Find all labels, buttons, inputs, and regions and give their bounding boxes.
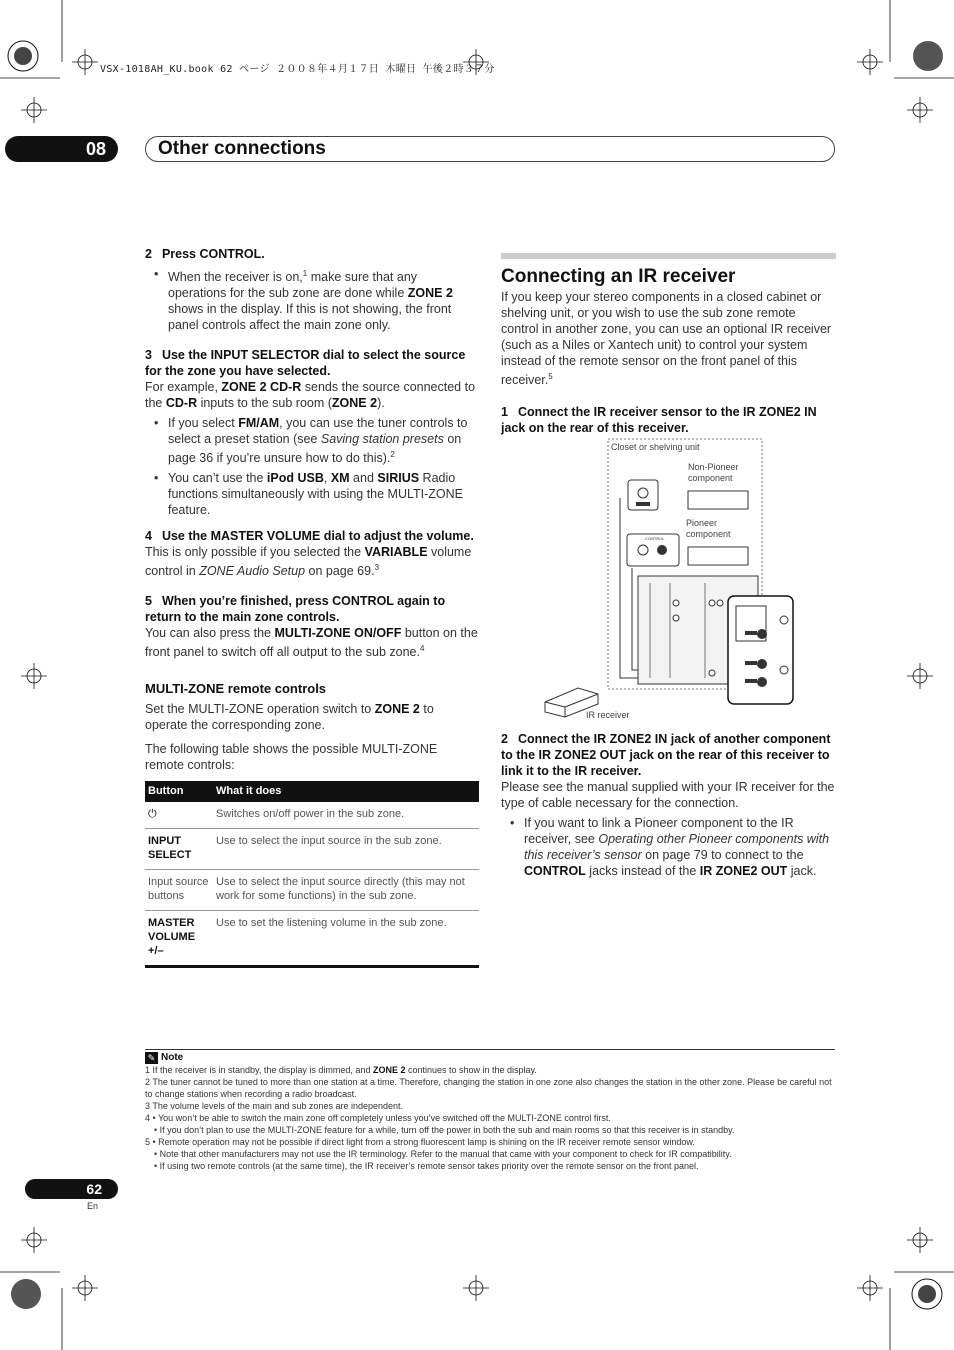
remote-paragraph-1: Set the MULTI-ZONE operation switch to ZONE 2 to operate the corresponding zone. (145, 701, 434, 732)
ir-step-1-heading: 1 Connect the IR receiver sensor to the IR ZONE2 IN jack on the rear of this receiver. (501, 405, 817, 436)
step-3-bullets (145, 415, 478, 518)
table-header-row (145, 781, 479, 802)
cabinet-label: Closet or shelving unit (611, 442, 700, 452)
jack-icon (780, 666, 788, 674)
pioneer-label: Pioneer component (686, 518, 731, 539)
note-pencil-icon: ✎ (145, 1052, 158, 1064)
jack-icon (780, 616, 788, 624)
section-heading: Connecting an IR receiver (501, 266, 736, 287)
column-header-what-it-does: What it does (213, 781, 479, 802)
table-row (145, 828, 479, 869)
list-item: • If you select FM/AM, you can use the tuner controls to select a preset station (see Saving station presets on page 36 if you’re unsure how to do this).$^2$ (168, 415, 478, 466)
non-pioneer-label: Non-Pioneer component (688, 462, 739, 483)
step-3-heading: 3 Use the INPUT SELECTOR dial to select the source for the zone you have selected. (145, 348, 466, 379)
jack-icon (717, 600, 723, 606)
ir-zone2-out-jack-icon (757, 659, 767, 669)
chapter-title: Other connections (158, 138, 326, 159)
table-cell: INPUT SELECT (145, 828, 213, 869)
control-out-jack-icon (657, 545, 667, 555)
footnote-4b: • If you don’t plan to use the MULTI-ZONE feature for a while, turn off the power in both the sub and main rooms so that this receiver is in standby. (154, 1125, 735, 1135)
remote-controls-table (145, 781, 479, 968)
table-cell: Use to select the input source directly (this may not work for some functions) in the sub zone. (213, 869, 479, 910)
table-row (145, 802, 479, 829)
column-header-button: Button (145, 781, 213, 802)
jack-label-bar (636, 502, 650, 506)
table-row (145, 869, 479, 910)
right-column (501, 253, 836, 436)
control-label: CONTROL (645, 536, 665, 541)
footnotes (145, 1049, 835, 1172)
table-cell: Input source buttons (145, 869, 213, 910)
non-pioneer-component (688, 491, 748, 509)
jack-label-bar (745, 661, 757, 665)
ir-zone2-in-jack-icon (757, 629, 767, 639)
jack-icon (709, 600, 715, 606)
footnote-3: 3 The volume levels of the main and sub zones are independent. (145, 1101, 404, 1111)
table-cell: MASTER VOLUME +/– (145, 910, 213, 966)
chapter-number-badge: 08 (5, 136, 118, 162)
ir-step-2-body: Please see the manual supplied with your IR receiver for the type of cable necessary for the connection. (501, 780, 835, 810)
footnote-5a: 5 • Remote operation may not be possible if direct light from a strong fluorescent lamp is shining on the IR receiver remote sensor window. (145, 1137, 695, 1147)
list-item: • You can’t use the iPod USB, XM and SIRIUS Radio functions simultaneously with using the MULTI-ZONE feature. (168, 470, 478, 518)
step-5-body: You can also press the MULTI-ZONE ON/OFF button on the front panel to switch off all output to the sub zone.$^4$ (145, 626, 478, 660)
ir-receiver-label: IR receiver (586, 710, 630, 720)
pioneer-component (688, 547, 748, 565)
ir-jack-icon (638, 488, 648, 498)
table-cell: Switches on/off power in the sub zone. (213, 802, 479, 829)
jack-label-bar (745, 679, 757, 683)
jack-icon (757, 677, 767, 687)
section-rule (501, 253, 836, 259)
jack-icon (709, 670, 715, 676)
remote-paragraph-2: The following table shows the possible MULTI-ZONE remote controls: (145, 741, 438, 772)
list-item: • When the receiver is on,$^1$ make sure that any operations for the sub zone are done while ZONE 2 shows in the display. If this is not showing, the front panel controls affect the main zone only. (168, 266, 478, 333)
list-item: • If you want to link a Pioneer component to the IR receiver, see Operating other Pioneer components with this receiver’s sensor on page 79 to connect to the CONTROL jacks instead of the IR ZONE2 OUT jack. (524, 815, 836, 879)
intro-paragraph: If you keep your stereo components in a closed cabinet or shelving unit, or you wish to use the sub zone remote control in another zone, you can use an optional IR receiver (such as a Niles or Xantech unit) to control your system instead of the remote sensor on the front panel of this receiver.$^5$ (501, 290, 832, 388)
pioneer-label-box (686, 518, 758, 544)
ir-step-2-heading: 2 Connect the IR ZONE2 IN jack of another component to the IR ZONE2 OUT jack on the rear of this receiver to link it to the IR receiver. (501, 732, 831, 778)
control-in-jack-icon (638, 545, 648, 555)
ir-step-2-bullets (501, 815, 836, 879)
step-4-body: This is only possible if you selected the VARIABLE volume control in ZONE Audio Setup on page 69.$^3$ (145, 545, 472, 579)
left-column (145, 246, 478, 968)
jack-label-bar (745, 631, 757, 635)
page-number: 62 (25, 1179, 118, 1199)
footnote-5c: • If using two remote controls (at the same time), the IR receiver’s remote sensor takes priority over the remote sensor on the front panel. (154, 1161, 699, 1171)
power-icon: ⏻ (145, 802, 213, 829)
ir-connection-diagram (540, 438, 800, 720)
jack-icon (673, 600, 679, 606)
footnote-1: 1 If the receiver is in standby, the display is dimmed, and ZONE 2 continues to show in the display. (145, 1065, 537, 1075)
table-row (145, 910, 479, 966)
right-column-lower (501, 731, 836, 883)
table-cell: Use to set the listening volume in the sub zone. (213, 910, 479, 966)
table-cell: Use to select the input source in the sub zone. (213, 828, 479, 869)
language-code: En (87, 1201, 99, 1211)
step-5-heading: 5 When you’re finished, press CONTROL again to return to the main zone controls. (145, 594, 446, 625)
footnote-5b: • Note that other manufacturers may not use the IR terminology. Refer to the manual that came with your component to check for IR compatibility. (154, 1149, 732, 1159)
multi-zone-remote-heading: MULTI-ZONE remote controls (145, 680, 327, 696)
step-3-body: For example, ZONE 2 CD-R sends the source connected to the CD-R inputs to the sub room (ZONE 2). (145, 380, 476, 411)
footnote-4a: 4 • You won’t be able to switch the main zone off completely unless you’ve switched off the MULTI-ZONE control first. (145, 1113, 611, 1123)
step-2-bullets (145, 266, 478, 333)
step-4-heading: 4 Use the MASTER VOLUME dial to adjust the volume. (145, 529, 474, 544)
footnote-2: 2 The tuner cannot be tuned to more than one station at a time. Therefore, changing the station in one zone also changes the station in the other zone. Please be careful not to change stations when recording a radio broadcast. (145, 1077, 832, 1099)
print-info-line: VSX-1018AH_KU.book 62 ページ ２００８年４月１７日 木曜日 午後２時３７分 (100, 64, 495, 75)
non-pioneer-label-box (688, 462, 760, 488)
step-2-heading: 2 Press CONTROL. (145, 247, 265, 261)
note-heading: ✎ Note (145, 1052, 835, 1064)
jack-icon (673, 615, 679, 621)
